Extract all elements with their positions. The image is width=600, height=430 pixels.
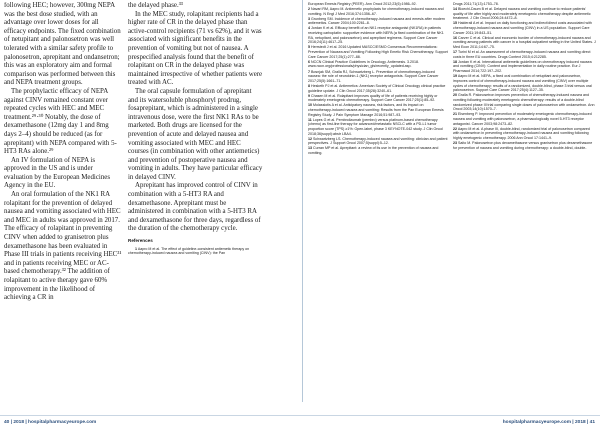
reference-text: Drugs 2011;71(13):1753–78. (453, 2, 499, 6)
reference-text: Turini M et al. An assessment of chemotherapy-induced nausea and vomiting direct costs in three EU countries. Drugs Context 2015;4:212285. (453, 50, 591, 59)
reference-item (453, 21, 596, 35)
reference-item (308, 137, 448, 146)
column1-paragraph: following HEC; however, 300mg NEPA was the best dose studied, with an advantage over lower doses for all efficacy endpoints. The fixed combination of netupitant and palonosetron was well tolerated with a similar safety profile to palonosetron, aprepitant and ondansetron; this was an exploratory aim and formal comparison was performed between this and NEPA treatment groups. (4, 2, 121, 87)
reference-number: 2 (308, 7, 310, 12)
reference-number: 7 (308, 69, 310, 74)
reference-text: Herrstedt J et al. 2016 Updated MASCC/ESMO Consensus Recommendations: Prevention of Nausea and Vomiting Following High Emetic Risk Chemotherapy. Support Care Cancer 2017;25(1):277–88. (308, 45, 448, 59)
reference-number: 13 (308, 146, 312, 151)
reference-text: Navari RM, Aapro M. Antiemetic prophylaxis for chemotherapy-induced nausea and vomiting. N Engl J Med 2016;374:1356–67. (308, 7, 444, 16)
reference-item (453, 7, 596, 21)
column2-paragraph: Aprepitant has improved control of CINV in combination with a 5-HT3 RA and dexamethasone. Aprepitant must be administered in combination with a 5-HT3 RA and dexamethasone for three days, regardless of the duration of the chemotherapy cycle. (128, 182, 261, 233)
column2-paragraph: the delayed phase.³³ (128, 2, 183, 9)
reference-text: European Emesis Registry (PEER). Ann Oncol 2012;23(6):1986–92. (308, 2, 417, 6)
reference-text: Haiderali A et al. Impact on daily functioning and indirect/direct costs associated with chemotherapy-induced nausea and vomiting (CINV) in a US population. Support Care Cancer 2011;19:843–51. (453, 21, 592, 35)
reference-item (308, 70, 448, 84)
reference-number: 22 (453, 126, 457, 131)
reference-item (308, 60, 448, 69)
reference-number: 21 (453, 112, 457, 117)
reference-number: 14 (453, 7, 457, 12)
reference-item (453, 50, 596, 59)
reference-item (308, 118, 448, 137)
references-column-3 (308, 2, 448, 406)
reference-text: Aapro M et al. The effect of guideline-consistent antiemetic therapy on chemotherapy-induced nausea and vomiting (CINV): the Pan (128, 246, 250, 256)
reference-number: 1 (135, 246, 137, 251)
reference-text: Hesketh PJ et al. Antiemetics: American Society of Clinical Oncology clinical practice guideline update. J Clin Oncol 2017;35(28):3240–61. (308, 83, 446, 93)
reference-number: 23 (453, 140, 457, 145)
body-column-2 (128, 2, 263, 412)
reference-text: Lopes G et al. Pembrolizumab (pembro) versus platinum-based chemotherapy (chemo) as first-line therapy for advanced/metastatic NSCLC with a PD-L1 tumor proportion score (TPS) ≥1%: Open-label, phase 3 KEYNOTE-042 study. J Clin Oncol 2018;36(suppl):abstr LBA4. (308, 117, 443, 136)
reference-text: Gralla R. Palonosetron improves prevention of chemotherapy-induced nausea and vomiting following moderately emetogenic chemotherapy: results of a double-blind randomized phase III trial comparing single doses of palonosetron with ondansetron. Ann Oncol 2003;14(10):1570–7. (453, 93, 595, 112)
reference-text: Carver C et al. Clinical and economic burden of chemotherapy-induced nausea and vomiting among patients with cancer in a hospital outpatient setting in the United States. J Med Econ 2011;14:67–75. (453, 35, 596, 50)
reference-text: NCCN Clinical Practice Guidelines in Oncology. Antiemesis. 3.2018. www.nccn.org/professionals/physician_gls/recently_updated.asp. (308, 59, 419, 69)
reference-item (453, 112, 596, 126)
reference-text: Schwartzberg LS. Chemotherapy-induced nausea and vomiting: clinician and patient perspectives. J Support Oncol 2007;5(suppl):5–12. (308, 136, 448, 146)
footer-left-folio: 40 | 2018 | hospitalpharmacyeurope.com (4, 420, 97, 425)
reference-item (308, 94, 448, 103)
reference-text: Saito M. Palonosetron plus dexamethasone versus granisetron plus dexamethasone for prevention of nausea and vomiting during chemotherapy: a double-blind, double- (453, 140, 593, 150)
reference-number: 10 (308, 103, 312, 108)
reference-item (453, 2, 596, 7)
reference-item (308, 103, 448, 117)
column2-paragraph: In the MEC study, rolapitant recipients had a higher rate of CR in the delayed phase than active-control recipients (71 vs 62%), and it was associated with significant benefits in the prevention of vomiting but not of nausea. A prespecified analysis found that the benefit of rolapitant on CR in the delayed phase was maintained irrespective of whether patients were treated with AC. (128, 10, 263, 87)
reference-number: 19 (453, 74, 457, 79)
reference-text: Grunberg SM. Incidence of chemotherapy-induced nausea and emesis after modern antiemetics. Cancer 2004;100:2261–8. (308, 16, 446, 26)
reference-text: Jordan K et al. Efficacy benefit of an NK1 receptor antagonist (NK1RA) in patients receiving carboplatin: supportive evidence with NEPA (a fixed combination of the NK1 RA, netupitant, and palonosetron) and aprepitant regimens. Support Care Cancer 2016;24(11):4617–25. (308, 26, 444, 45)
reference-number: 6 (308, 59, 310, 64)
reference-text: Eisenberg P. Improved prevention of moderately emetogenic chemotherapy-induced nausea and vomiting with palonosetron, a pharmacologically novel 5-HT3 receptor antagonist. Cancer 2003;98:2473–82. (453, 112, 592, 126)
reference-number: 17 (453, 50, 457, 55)
reference-number: 12 (308, 136, 312, 141)
reference-number: 8 (308, 83, 310, 88)
reference-number: 20 (453, 93, 457, 98)
reference-item (308, 17, 448, 26)
reference-item (453, 141, 596, 150)
reference-text: Aapro M et al. NEPA, a fixed oral combination of netupitant and palonosetron, improves control of chemotherapy-induced nausea and vomiting (CINV) over multiple cycles of chemotherapy: results of a randomized, double-blind, phase 3 trial versus oral palonosetron. Support Care Cancer 2017;25(4):1127–35. (453, 74, 592, 93)
footer-right-folio: hospitalpharmacyeurope.com | 2018 | 41 (502, 420, 595, 425)
reference-item (453, 93, 596, 112)
reference-item (453, 60, 596, 74)
reference-item (308, 7, 448, 16)
center-gutter (302, 0, 303, 402)
reference-number: 11 (308, 117, 312, 122)
references-column-4 (453, 2, 596, 406)
reference-text: Bloechl-Daum B et al. Delayed nausea and vomiting continue to reduce patients' quality of life after highly and moderately emetogenic chemotherapy despite antiemetic treatment. J Clin Oncol 2006;24:4472–8. (453, 7, 591, 21)
column2-paragraph: The oral capsule formulation of aprepitant and its watersoluble phosphoryl prodrug, fosaprepitant, which is administered in a single intravenous dose, were the first NK1 RAs to be marketed. Both drugs are licensed for the prevention of acute and delayed nausea and vomiting associated with MEC and HEC courses (in combination with other antiemetics) and prevention of postoperative nausea and vomiting in adults. They have particular efficacy in delayed CINV. (128, 87, 263, 181)
reference-item (453, 127, 596, 141)
footer-rule (0, 415, 600, 416)
reference-number: 5 (308, 45, 310, 50)
reference-item (308, 84, 448, 93)
column1-paragraph: An oral formulation of the NK1 RA rolapitant for the prevention of delayed nausea and vomiting associated with HEC and MEC in adults was approved in 2017. The efficacy of rolapitant in preventing CINV when added to granisetron plus dexamethasone has been evaluated in Phase III trials in patients receiving HEC³¹ and in patients receiving MEC or AC-based chemotherapy.³² The addition of rolapitant to active therapy gave 60% improvement in the likelihood of achieving a CR in (4, 191, 122, 302)
body-column-1 (4, 2, 122, 412)
reference-number: 15 (453, 21, 457, 26)
reference-number: 9 (308, 93, 310, 98)
reference-item (308, 2, 448, 7)
reference-number: 18 (453, 59, 457, 64)
reference-text: Curran MP et al. Aprepitant: a review of its use in the prevention of nausea and vomiting. (308, 146, 439, 156)
reference-item (128, 247, 263, 256)
reference-item (308, 146, 448, 155)
reference-text: Jordan K et al. International antiemetic guidelines on chemotherapy induced nausea and vomiting (CINV): Content and implementation in daily routine practice. Eur J Pharmacol 2014;722:197–202. (453, 59, 592, 74)
column1-paragraph: The prophylactic efficacy of NEPA against CINV remained constant over repeated cycles with HEC and MEC treatment.²⁹·³⁰ Notably, the dose of dexamethasone (12mg day 1 and 8mg days 2–4) should be reduced (as for aprepitant) with NEPA compared with 5-HT3 RAs alone.²⁹ (4, 87, 117, 156)
reference-item (453, 36, 596, 50)
references-list (128, 247, 263, 256)
reference-item (308, 45, 448, 59)
reference-item (308, 26, 448, 45)
references-heading: References (128, 238, 153, 244)
reference-text: Bosnjak SM, Gralla RJ, Schwartzberg L. Prevention of chemotherapy-induced nausea: the role of neurokinin-1 (NK1) receptor antagonists. Support Care Cancer 2017;25(5):1661–71. (308, 69, 439, 83)
reference-text: Molassiotis A et al. Anticipatory nausea, risk factors, and its impact on chemotherapy-induced nausea and vomiting: Results from the Pan European Emesis Registry Study. J Pain Symptom Manage 2016;51:987–93. (308, 103, 444, 117)
reference-text: Chasen M et al. Rolapitant improves quality of life of patients receiving highly or moderately emetogenic chemotherapy. Support Care Cancer 2017;25(1):85–92. (308, 93, 438, 103)
reference-number: 3 (308, 16, 310, 21)
reference-number: 16 (453, 35, 457, 40)
reference-text: Aapro M et al. A phase III, double-blind, randomized trial of palonosetron compared with ondansetron in preventing chemotherapy-induced nausea and vomiting following highly emetogenic chemotherapy. 2006 Ann Oncol 17:1441–9. (453, 126, 590, 140)
reference-item (453, 74, 596, 93)
column1-paragraph: An IV formulation of NEPA is approved in the US and is under evaluation by the European Medicines Agency in the EU. (4, 156, 111, 190)
reference-number: 4 (308, 26, 310, 31)
